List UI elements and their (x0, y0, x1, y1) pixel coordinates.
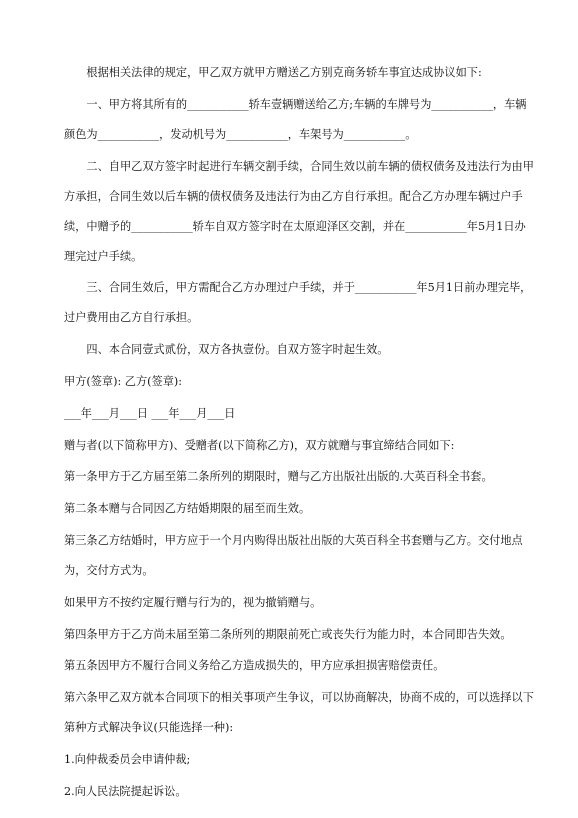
article-6: 第六条甲乙双方就本合同项下的相关事项产生争议，可以协商解决，协商不成的，可以选择以下第种方式解决争议(只能选择一种): (64, 691, 534, 735)
article-3: 第三条乙方结婚时，甲方应于一个月内购得出版社出版的大英百科全书套赠与乙方。交付地点为，交付方式为。 (64, 533, 523, 577)
paragraph-clause-1: 一、甲方将其所有的___________轿车壹辆赠送给乙方;车辆的车牌号为___________，车辆颜色为___________，发动机号为___________，车架号为___________。 (64, 97, 527, 141)
option-arbitration: 1.向仲裁委员会申请仲裁; (64, 752, 191, 766)
paragraph-intro: 根据相关法律的规定，甲乙双方就甲方赠送乙方别克商务轿车事宜达成协议如下: (86, 66, 482, 79)
article-2: 第二条本赠与合同因乙方结婚期限的届至而生效。 (64, 502, 311, 516)
paragraph-clause-2: 二、自甲乙双方签字时起进行车辆交割手续，合同生效以前车辆的债权债务及违法行为由甲方承担，合同生效以后车辆的债权债务及违法行为由乙方自行承担。配合乙方办理车辆过户手续，中赠予的___________轿车自双方签字时在太原迎泽区交割，并在___________年5月1日办理完过户手续。 (64, 159, 534, 263)
paragraph-clause-3: 三、合同生效后，甲方需配合乙方办理过户手续，并于___________年5月1日前办理完毕，过户费用由乙方自行承担。 (64, 281, 532, 325)
article-1: 第一条甲方于乙方届至第二条所列的期限时，赠与乙方出版社出版的.大英百科全书套。 (64, 470, 493, 484)
paragraph-gift-contract-intro: 赠与者(以下简称甲方)、受赠者(以下简称乙方)，双方就赠与事宜缔结合同如下: (64, 438, 455, 452)
article-5: 第五条因甲方不履行合同义务给乙方造成损失的，甲方应承担损害赔偿责任。 (64, 659, 445, 673)
signature-line: 甲方(签章): 乙方(签章): (64, 374, 183, 388)
article-4: 第四条甲方于乙方尚未届至第二条所列的期限前死亡或丧失行为能力时，本合同即告失效。 (64, 627, 512, 641)
date-line: ___年___月___日 ___年___月___日 (64, 406, 236, 420)
paragraph-clause-4: 四、本合同壹式贰份，双方各执壹份。自双方签字时起生效。 (86, 343, 389, 357)
option-litigation: 2.向人民法院提起诉讼。 (64, 784, 187, 798)
article-3-note: 如果甲方不按约定履行赠与行为的，视为撤销赠与。 (64, 595, 322, 609)
